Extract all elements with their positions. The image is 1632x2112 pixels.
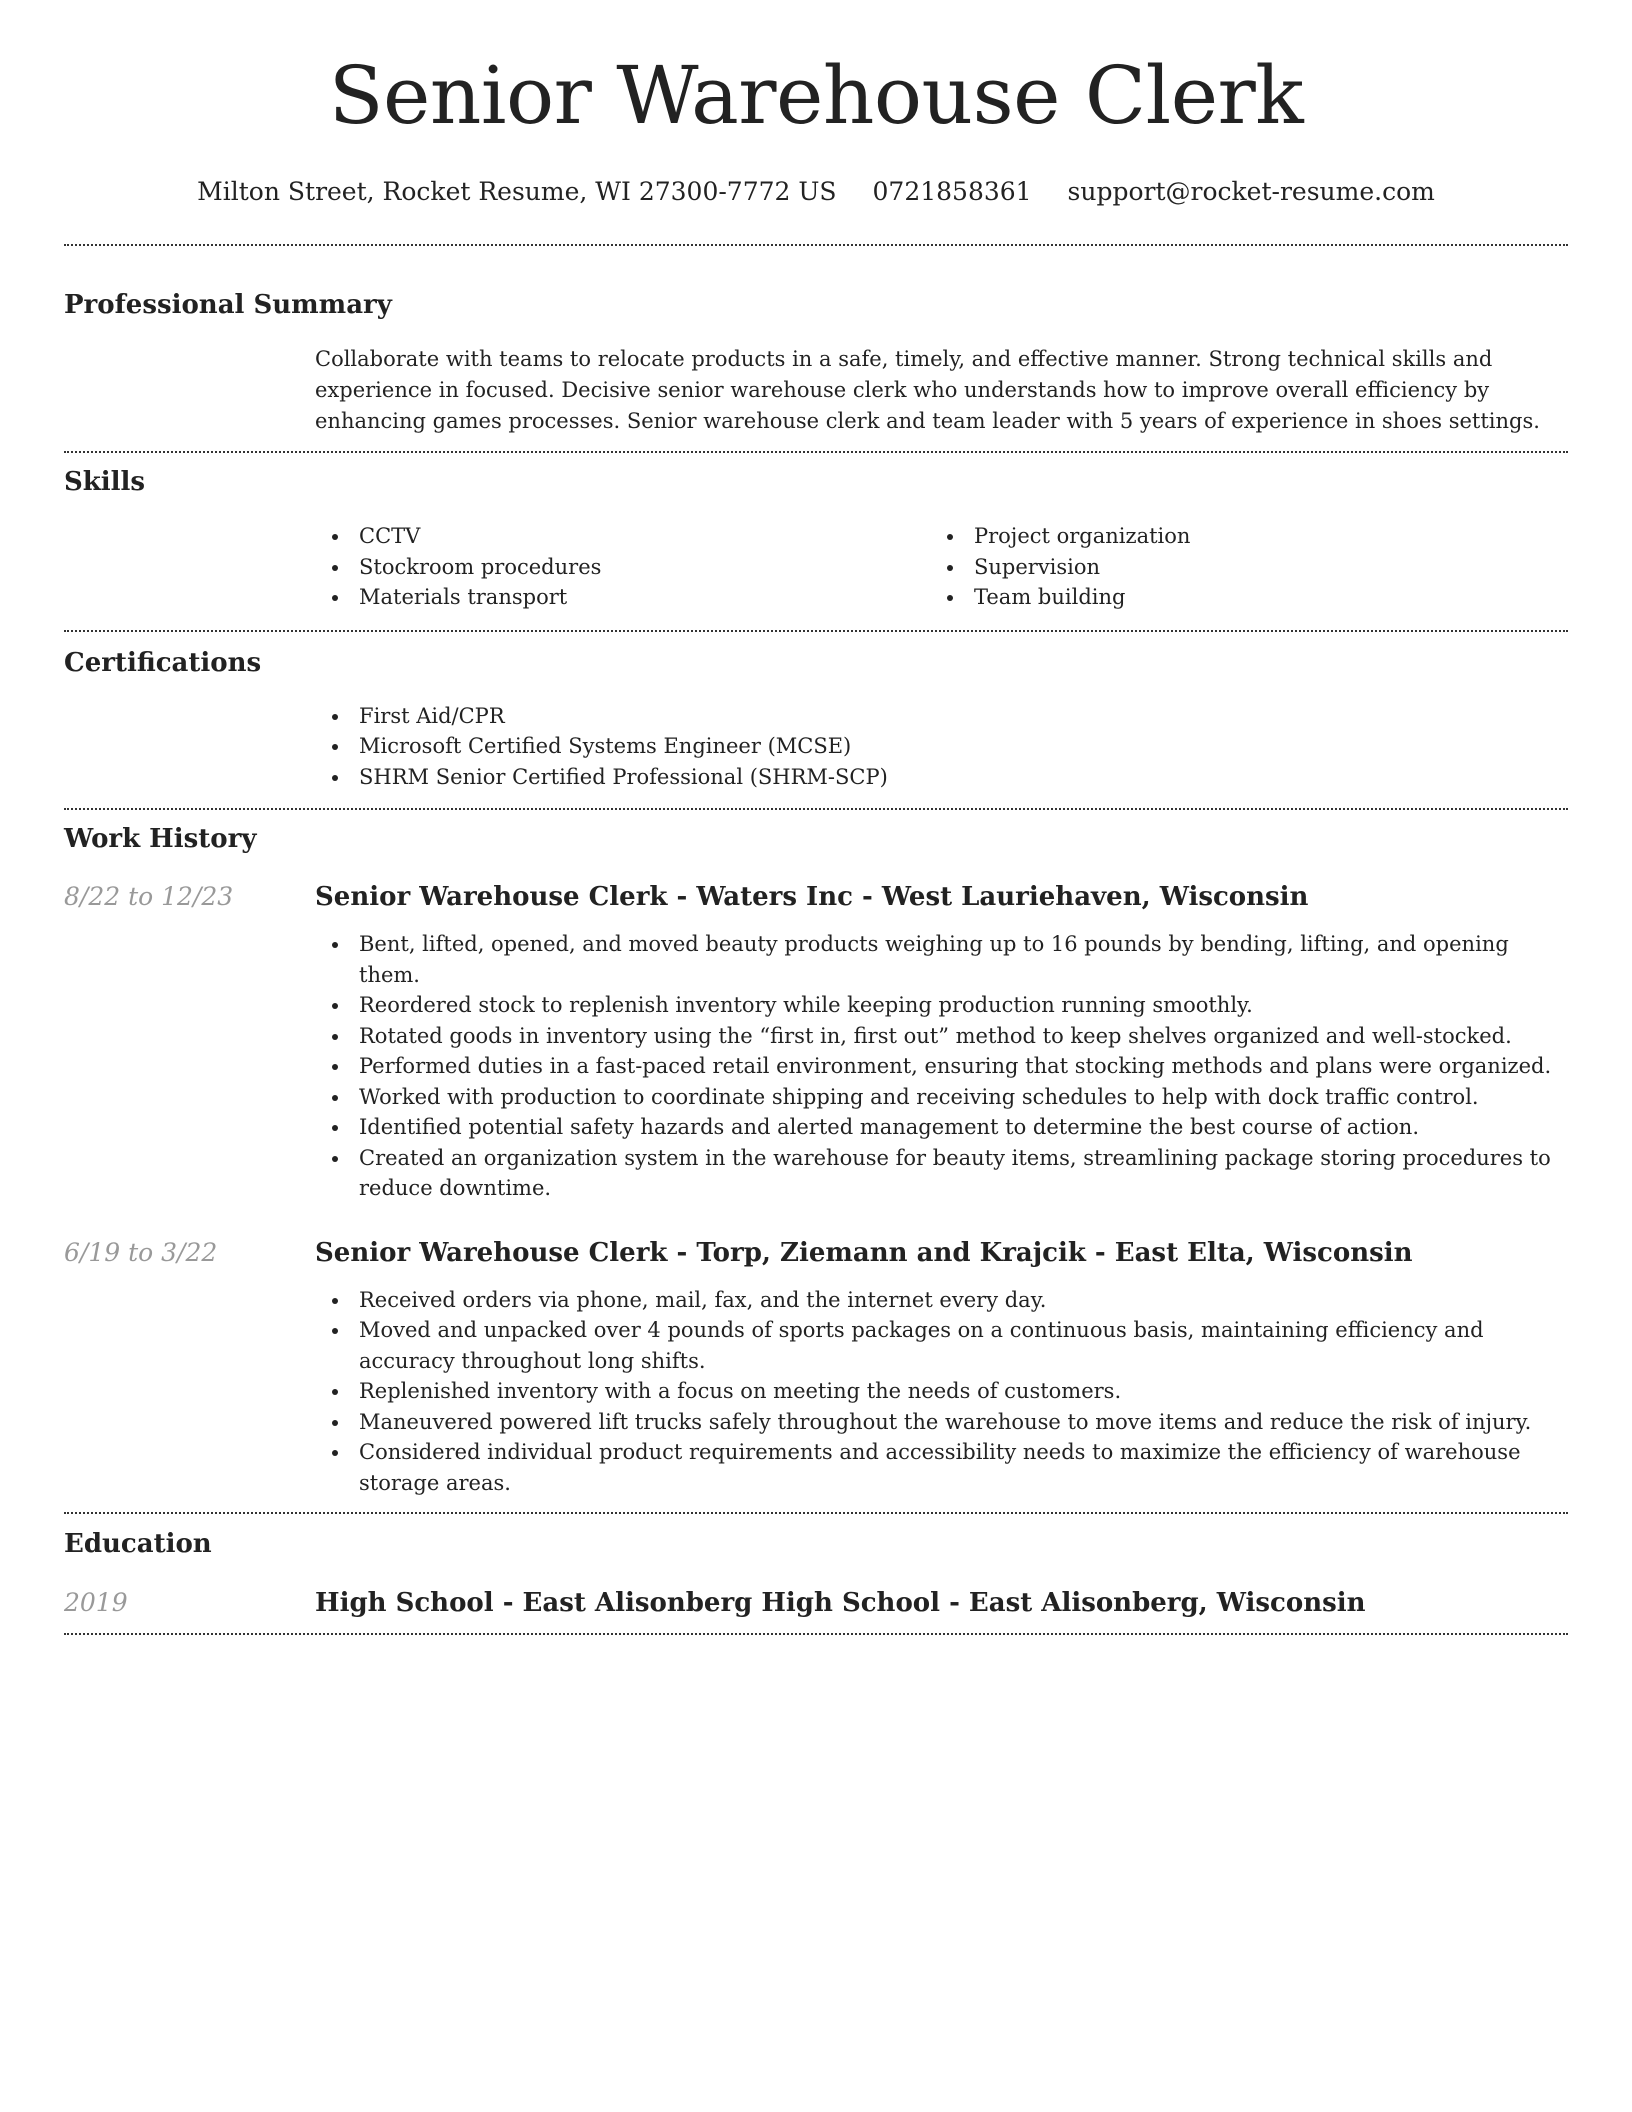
job-title: Senior Warehouse Clerk - Torp, Ziemann and Krajcik - East Elta, Wisconsin bbox=[315, 1237, 1413, 1268]
education-section bbox=[64, 1514, 1568, 1633]
education-heading: Education bbox=[64, 1529, 212, 1559]
job-bullet: Received orders via phone, mail, fax, and the internet every day. bbox=[315, 1285, 1568, 1316]
summary-section bbox=[64, 246, 1568, 451]
job-bullets bbox=[315, 929, 1568, 1204]
job-bullet: Considered individual product requirements and accessibility needs to maximize the efficiency of warehouse storage areas. bbox=[315, 1437, 1568, 1498]
job-bullets bbox=[315, 1285, 1568, 1513]
resume-page bbox=[64, 0, 1568, 1635]
job-bullet: Created an organization system in the warehouse for beauty items, streamlining package storing procedures to reduce downtime. bbox=[315, 1143, 1568, 1204]
skill-item: Supervision bbox=[930, 552, 1545, 583]
certifications-heading: Certifications bbox=[64, 647, 262, 678]
job-bullet: Moved and unpacked over 4 pounds of sports packages on a continuous basis, maintaining efficiency and accuracy throughout long shifts. bbox=[315, 1315, 1568, 1376]
job-dates: 8/22 to 12/23 bbox=[64, 882, 234, 911]
certifications-list bbox=[315, 701, 1568, 793]
certification-item: SHRM Senior Certified Professional (SHRM-SCP) bbox=[315, 762, 1568, 793]
work-history-heading: Work History bbox=[64, 824, 257, 854]
contact-phone: 0721858361 bbox=[872, 177, 1032, 206]
contact-address: Milton Street, Rocket Resume, WI 27300-7772 US bbox=[197, 177, 837, 206]
skills-section bbox=[64, 453, 1568, 630]
certifications-section bbox=[64, 632, 1568, 809]
contact-email: support@rocket-resume.com bbox=[1067, 177, 1435, 206]
job-bullet: Performed duties in a fast-paced retail environment, ensuring that stocking methods and plans were organized. bbox=[315, 1051, 1568, 1082]
skill-item: Materials transport bbox=[315, 582, 930, 613]
job-title: Senior Warehouse Clerk - Waters Inc - West Lauriehaven, Wisconsin bbox=[315, 882, 1309, 912]
education-entry bbox=[64, 1586, 1568, 1633]
job-bullet: Identified potential safety hazards and alerted management to determine the best course of action. bbox=[315, 1112, 1568, 1143]
summary-heading: Professional Summary bbox=[64, 290, 392, 320]
skills-heading: Skills bbox=[64, 467, 146, 497]
candidate-name: Senior Warehouse Clerk bbox=[328, 49, 1304, 142]
skill-item: Team building bbox=[930, 582, 1545, 613]
job-bullet: Reordered stock to replenish inventory while keeping production running smoothly. bbox=[315, 990, 1568, 1021]
skills-list-right bbox=[930, 521, 1545, 613]
job-bullet: Bent, lifted, opened, and moved beauty products weighing up to 16 pounds by bending, lifting, and opening them. bbox=[315, 929, 1568, 990]
work-history-section bbox=[64, 810, 1568, 1512]
job-bullet: Worked with production to coordinate shipping and receiving schedules to help with dock traffic control. bbox=[315, 1082, 1568, 1113]
skill-item: Project organization bbox=[930, 521, 1545, 552]
education-title: High School - East Alisonberg High School - East Alisonberg, Wisconsin bbox=[315, 1588, 1366, 1618]
skill-item: Stockroom procedures bbox=[315, 552, 930, 583]
skills-list-left bbox=[315, 521, 930, 613]
job-bullet: Rotated goods in inventory using the “first in, first out” method to keep shelves organized and well-stocked. bbox=[315, 1021, 1568, 1052]
job-bullet: Replenished inventory with a focus on meeting the needs of customers. bbox=[315, 1376, 1568, 1407]
certification-item: First Aid/CPR bbox=[315, 701, 1568, 732]
skill-item: CCTV bbox=[315, 521, 930, 552]
education-year: 2019 bbox=[64, 1588, 128, 1617]
summary-text: Collaborate with teams to relocate products in a safe, timely, and effective manner. Strong technical skills and experience in focused. Decisive senior warehouse clerk who understands how to improve overall efficiency by enhancing games processes. Senior warehouse clerk and team leader with 5 years of experience in shoes settings. bbox=[315, 347, 1540, 433]
job-dates: 6/19 to 3/22 bbox=[64, 1237, 218, 1267]
job-entry bbox=[64, 1236, 1568, 1513]
job-bullet: Maneuvered powered lift trucks safely throughout the warehouse to move items and reduce the risk of injury. bbox=[315, 1407, 1568, 1438]
section-divider bbox=[64, 1633, 1568, 1635]
contact-line bbox=[64, 174, 1568, 210]
certification-item: Microsoft Certified Systems Engineer (MCSE) bbox=[315, 731, 1568, 762]
job-entry bbox=[64, 880, 1568, 1204]
